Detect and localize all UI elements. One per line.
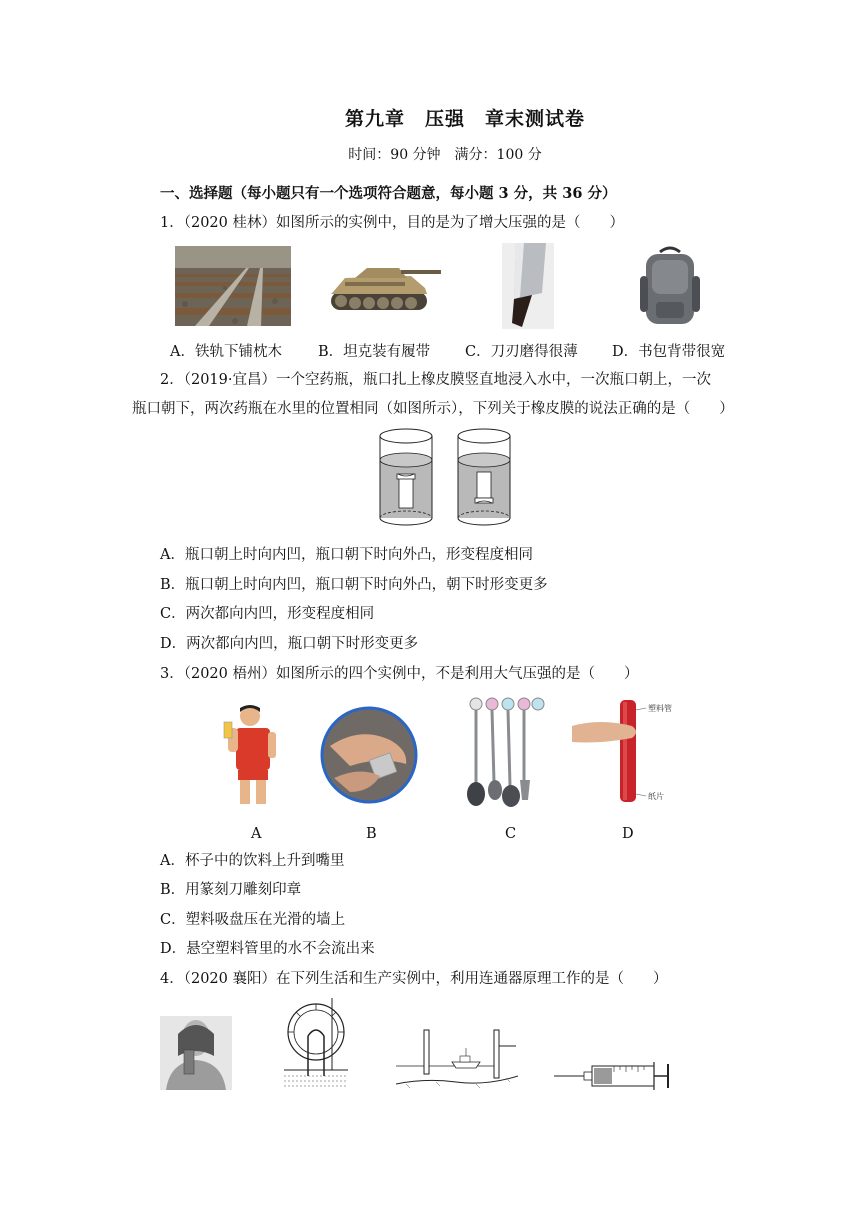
q3-option-b: B．用篆刻刀雕刻印章 xyxy=(160,882,302,898)
q2-stem-line1: 2．（2019·宜昌）一个空药瓶，瓶口扎上橡皮膜竖直地浸入水中，一次瓶口朝上，一次 xyxy=(160,372,711,388)
suction-hooks-image xyxy=(462,696,548,808)
medicine-bottle-diagram xyxy=(376,428,516,528)
u-trap-water-wheel-diagram xyxy=(282,996,350,1092)
q2-option-d: D．两次都向内凹，瓶口朝下时形变更多 xyxy=(160,636,419,652)
syringe-diagram xyxy=(554,1058,674,1094)
q1-option-d: D．书包背带很宽 xyxy=(612,344,726,360)
q3-image-label-c: C xyxy=(505,826,517,842)
woman-drinking-image xyxy=(160,1016,232,1090)
page-subtitle: 时间：90 分钟 满分：100 分 xyxy=(348,147,542,163)
q2-option-a: A．瓶口朝上时向内凹，瓶口朝下时向外凸，形变程度相同 xyxy=(160,547,533,563)
q3-option-d: D．悬空塑料管里的水不会流出来 xyxy=(160,941,375,957)
q3-image-label-d: D xyxy=(622,826,634,842)
boy-drinking-image xyxy=(220,704,278,806)
backpack-image xyxy=(638,246,702,328)
railway-track-image xyxy=(175,246,291,326)
knife-blade-image xyxy=(502,243,554,329)
q3-option-a: A．杯子中的饮料上升到嘴里 xyxy=(160,853,345,869)
q3-stem: 3．（2020 梧州）如图所示的四个实例中，不是利用大气压强的是（ ） xyxy=(160,666,639,682)
q2-option-b: B．瓶口朝上时向内凹，瓶口朝下时向外凸，朝下时形变更多 xyxy=(160,577,548,593)
q3-image-label-a: A xyxy=(251,826,262,842)
tube-label: 塑料管 xyxy=(648,704,672,713)
q1-stem: 1．（2020 桂林）如图所示的实例中，目的是为了增大压强的是（ ） xyxy=(160,215,624,231)
page-title: 第九章 压强 章末测试卷 xyxy=(344,108,585,130)
tank-image xyxy=(325,258,443,318)
section-heading: 一、选择题（每小题只有一个选项符合题意，每小题 3 分，共 36 分） xyxy=(160,185,617,202)
q4-stem: 4．（2020 襄阳）在下列生活和生产实例中，利用连通器原理工作的是（ ） xyxy=(160,971,668,987)
q1-option-b: B．坦克装有履带 xyxy=(318,344,431,360)
card-label: 纸片 xyxy=(648,792,664,801)
q1-option-a: A．铁轨下铺枕木 xyxy=(170,344,282,360)
q1-option-c: C．刀刃磨得很薄 xyxy=(465,344,578,360)
q2-stem-line2: 瓶口朝下，两次药瓶在水里的位置相同（如图所示），下列关于橡皮膜的说法正确的是（ ） xyxy=(132,401,734,417)
q3-image-label-b: B xyxy=(366,826,377,842)
q3-option-c: C．塑料吸盘压在光滑的墙上 xyxy=(160,912,346,928)
ship-lock-diagram xyxy=(396,1026,518,1090)
q2-option-c: C．两次都向内凹，形变程度相同 xyxy=(160,606,375,622)
seal-carving-image xyxy=(320,706,418,804)
